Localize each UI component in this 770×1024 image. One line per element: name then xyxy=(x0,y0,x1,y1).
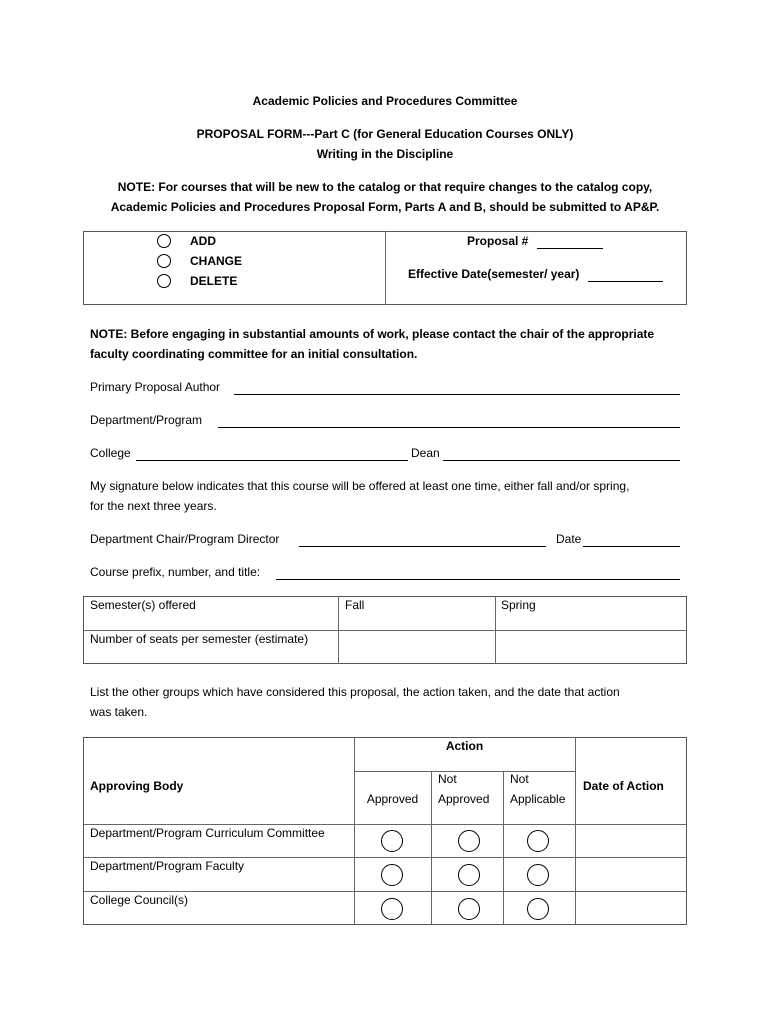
not-applicable-header-1: Not xyxy=(510,772,529,786)
semester-offered-label: Semester(s) offered xyxy=(90,598,196,612)
department-field[interactable] xyxy=(218,426,680,428)
row-curriculum-committee: Department/Program Curriculum Committee xyxy=(90,826,325,840)
curriculum-date-cell[interactable] xyxy=(577,826,686,856)
delete-label: DELETE xyxy=(190,274,238,288)
not-applicable-header-2: Applicable xyxy=(510,792,566,806)
semester-table-col-divider-2 xyxy=(495,596,496,664)
course-field[interactable] xyxy=(276,578,680,580)
date-label: Date xyxy=(556,532,582,546)
row-program-faculty: Department/Program Faculty xyxy=(90,859,245,873)
dean-field[interactable] xyxy=(443,459,680,461)
action-header: Action xyxy=(445,739,484,753)
approval-col-divider-2 xyxy=(431,771,432,925)
form-subtitle: Writing in the Discipline xyxy=(316,147,454,161)
spring-label: Spring xyxy=(501,598,536,612)
faculty-not-approved-radio[interactable] xyxy=(458,864,480,886)
add-label: ADD xyxy=(190,234,216,248)
council-not-approved-radio[interactable] xyxy=(458,898,480,920)
approval-row-divider-1 xyxy=(83,824,687,825)
dean-label: Dean xyxy=(411,446,440,460)
council-date-cell[interactable] xyxy=(577,893,686,924)
approval-row-divider-3 xyxy=(83,891,687,892)
signature-statement-line2: for the next three years. xyxy=(90,499,217,513)
add-radio[interactable] xyxy=(157,234,171,248)
approved-header: Approved xyxy=(366,792,419,806)
approving-body-header: Approving Body xyxy=(90,779,184,793)
approval-col-divider-3 xyxy=(503,771,504,925)
change-radio[interactable] xyxy=(157,254,171,268)
proposal-number-field[interactable] xyxy=(537,247,603,249)
college-label: College xyxy=(90,446,131,460)
curriculum-approved-radio[interactable] xyxy=(381,830,403,852)
curriculum-not-applicable-radio[interactable] xyxy=(527,830,549,852)
fall-seats-cell[interactable] xyxy=(340,631,494,663)
semester-table-col-divider-1 xyxy=(338,596,339,664)
change-label: CHANGE xyxy=(190,254,243,268)
approval-row-divider-2 xyxy=(83,857,687,858)
course-label: Course prefix, number, and title: xyxy=(90,565,261,579)
proposal-number-label: Proposal # xyxy=(467,234,529,248)
seats-label: Number of seats per semester (estimate) xyxy=(90,632,309,646)
note-consultation-line1: NOTE: Before engaging in substantial amounts of work, please contact the chair of the appropriate xyxy=(90,327,655,341)
signature-statement-line1: My signature below indicates that this course will be offered at least one time, either fall and/or spring, xyxy=(90,479,630,493)
groups-text-line1: List the other groups which have considered this proposal, the action taken, and the date that action xyxy=(90,685,620,699)
delete-radio[interactable] xyxy=(157,274,171,288)
note-catalog-line1: NOTE: For courses that will be new to the catalog or that require changes to the catalog copy, xyxy=(117,180,653,194)
faculty-approved-radio[interactable] xyxy=(381,864,403,886)
note-consultation-line2: faculty coordinating committee for an initial consultation. xyxy=(90,347,418,361)
department-label: Department/Program xyxy=(90,413,203,427)
faculty-date-cell[interactable] xyxy=(577,859,686,890)
approval-col-divider-1 xyxy=(354,737,355,925)
note-catalog-line2: Academic Policies and Procedures Proposal Form, Parts A and B, should be submitted to AP&P. xyxy=(110,200,660,214)
fall-label: Fall xyxy=(345,598,365,612)
curriculum-not-approved-radio[interactable] xyxy=(458,830,480,852)
proposal-box-divider xyxy=(385,231,386,305)
author-field[interactable] xyxy=(234,393,680,395)
council-approved-radio[interactable] xyxy=(381,898,403,920)
effective-date-field[interactable] xyxy=(588,280,663,282)
council-not-applicable-radio[interactable] xyxy=(527,898,549,920)
date-of-action-header: Date of Action xyxy=(583,779,664,793)
date-field[interactable] xyxy=(583,545,680,547)
form-title: PROPOSAL FORM---Part C (for General Education Courses ONLY) xyxy=(196,127,574,141)
row-college-council: College Council(s) xyxy=(90,893,189,907)
effective-date-label: Effective Date(semester/ year) xyxy=(408,267,580,281)
chair-signature-field[interactable] xyxy=(299,545,546,547)
faculty-not-applicable-radio[interactable] xyxy=(527,864,549,886)
committee-title: Academic Policies and Procedures Committee xyxy=(252,94,518,108)
not-approved-header-2: Approved xyxy=(438,792,490,806)
college-field[interactable] xyxy=(136,459,408,461)
not-approved-header-1: Not xyxy=(438,772,457,786)
groups-text-line2: was taken. xyxy=(90,705,148,719)
chair-label: Department Chair/Program Director xyxy=(90,532,280,546)
spring-seats-cell[interactable] xyxy=(497,631,686,663)
author-label: Primary Proposal Author xyxy=(90,380,221,394)
action-header-divider xyxy=(354,771,575,772)
approval-col-divider-4 xyxy=(575,737,576,925)
